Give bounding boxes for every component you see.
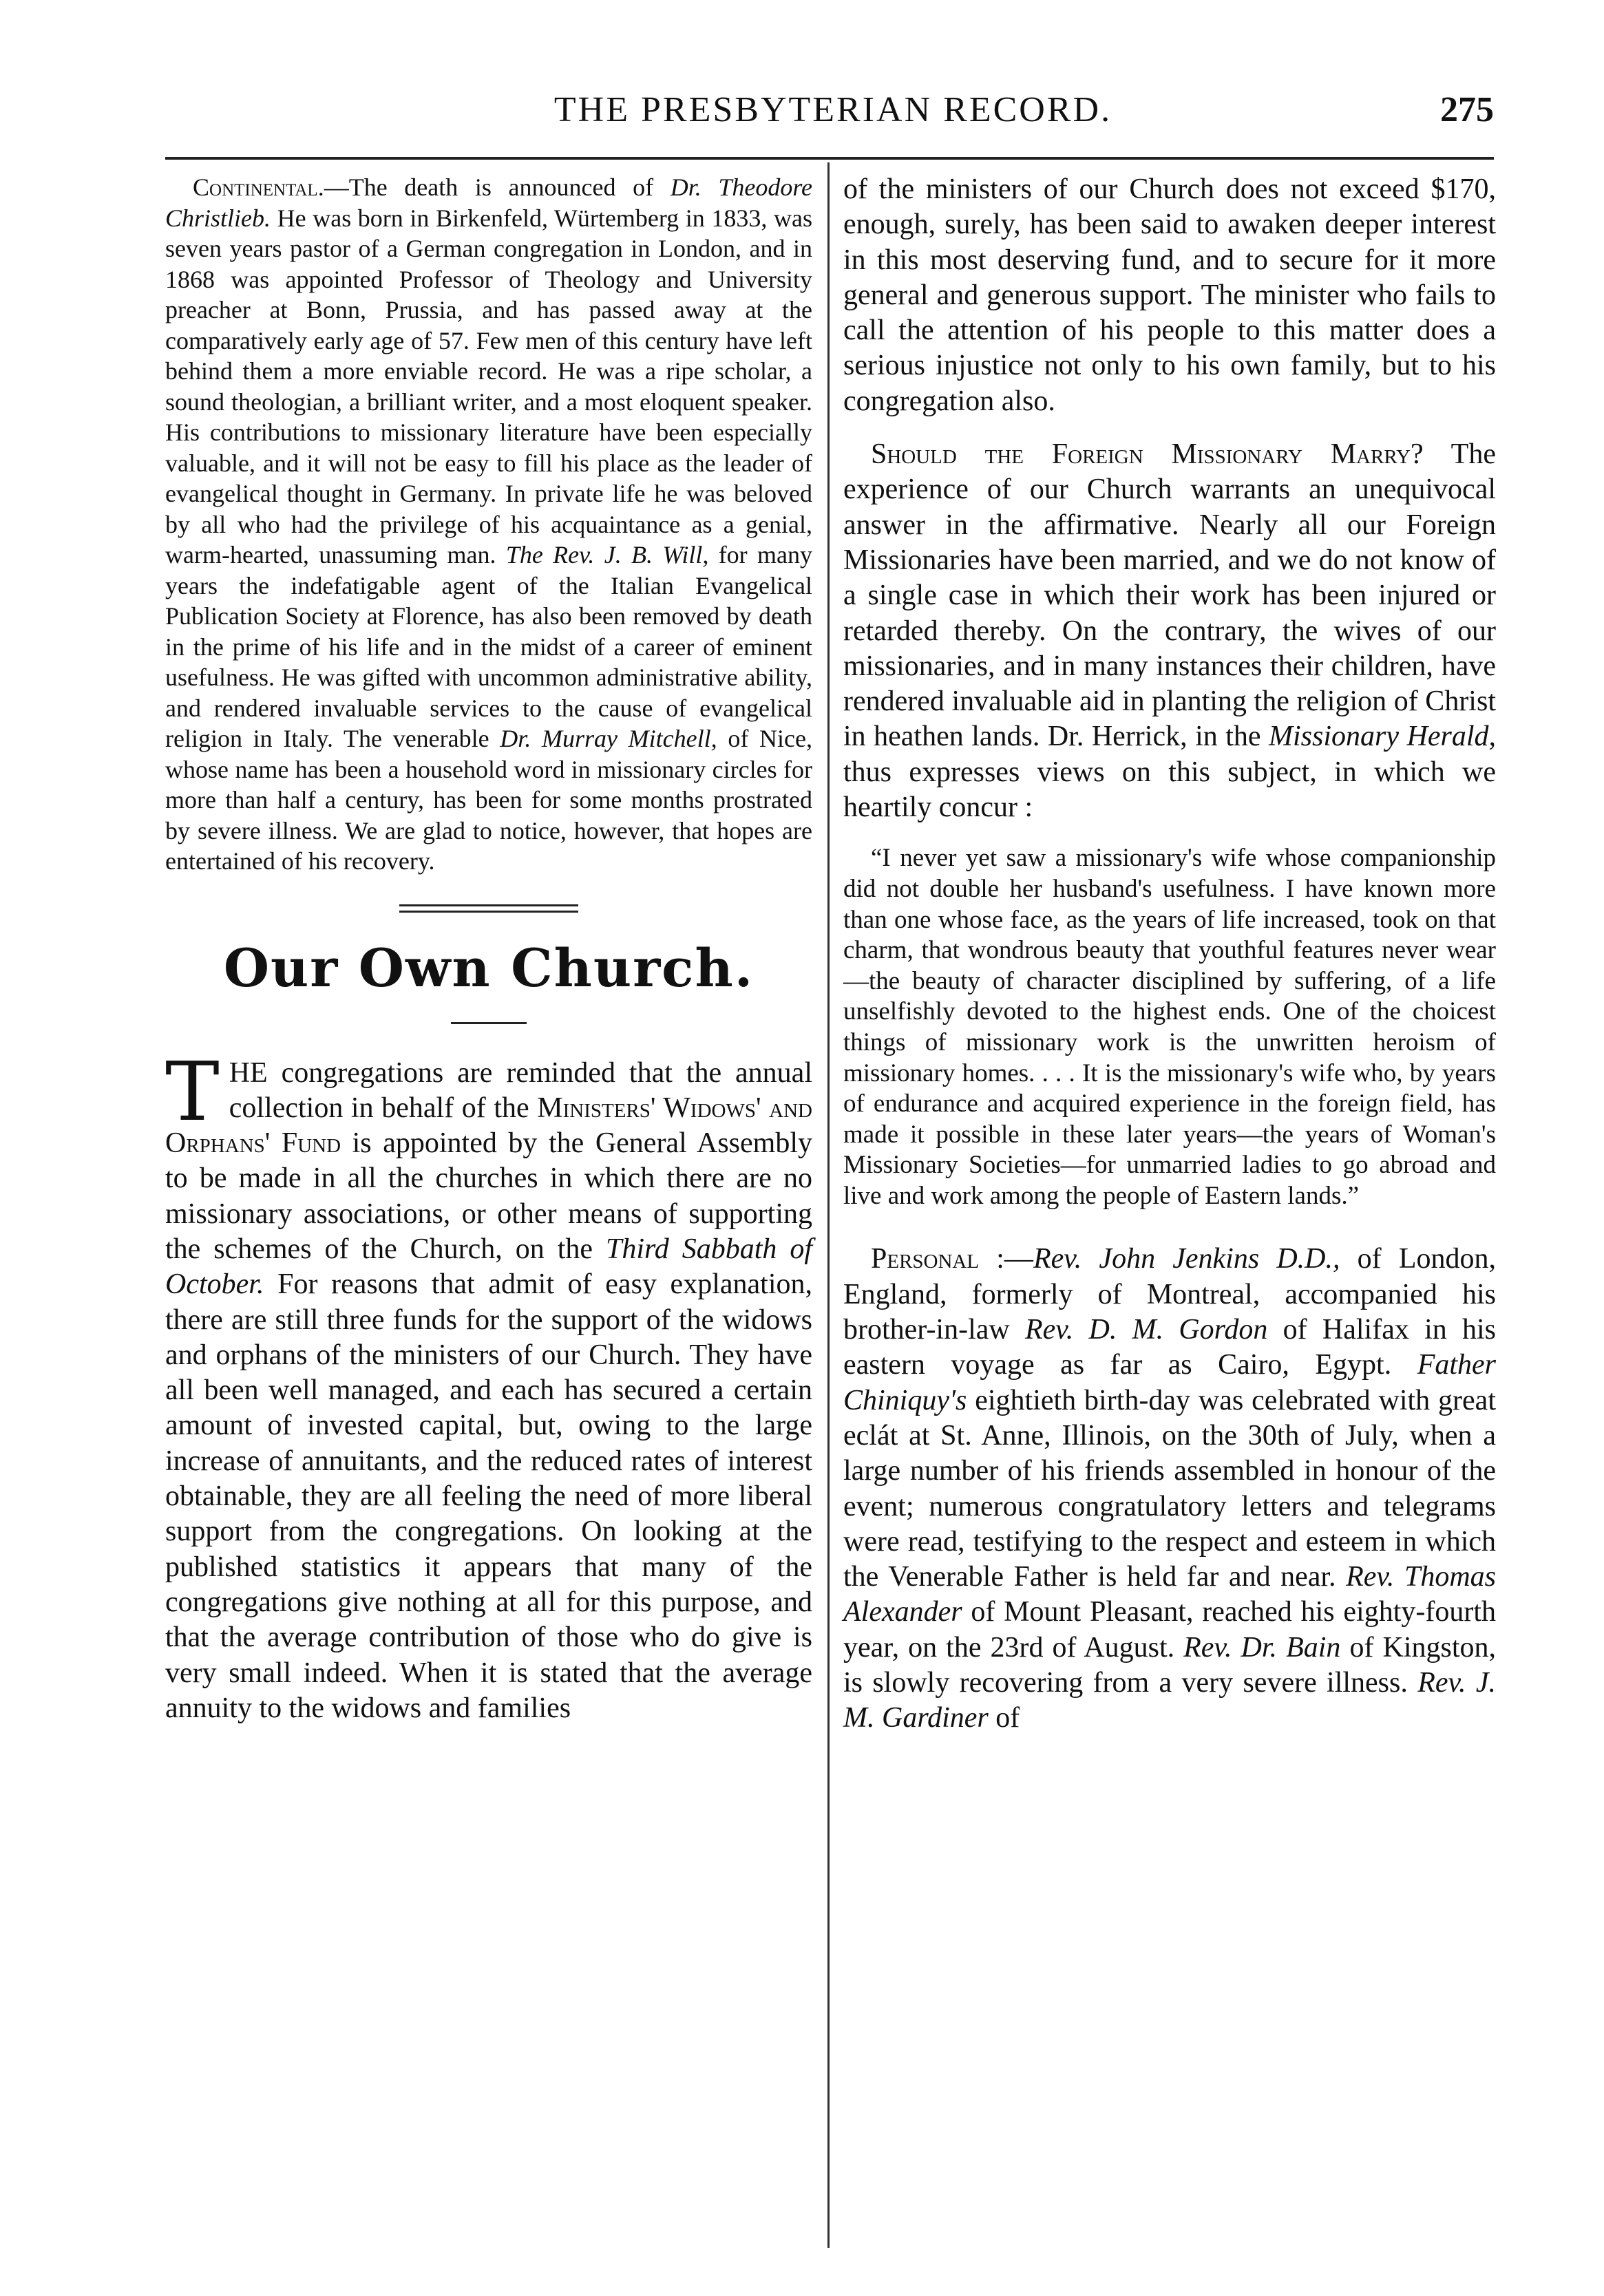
column-divider <box>827 162 830 2248</box>
name-gordon: Rev. D. M. Gordon <box>1024 1314 1268 1346</box>
personal-text-1: of London, England, formerly of Montreal, accompanied his brother-in-law <box>843 1243 1496 1346</box>
missionary-lead: Should the Foreign Missionary Marry? <box>871 438 1424 471</box>
paragraph-gap <box>843 419 1496 437</box>
missionary-paragraph <box>843 437 1496 825</box>
page-header <box>165 89 1494 145</box>
personal-text-6: of <box>988 1702 1020 1734</box>
herrick-quote: “I never yet saw a missionary's wife whose companionship did not double her husband's usefulness. I have known more than one whose face, as the years of life increased, took on that charm, that wondrous beauty that youthful features never wear—the beauty of character disciplined by suffering, of a life unselfishly devoted to the highest ends. One of the choicest things of missionary work is the unwritten heroism of missionary homes. . . . It is the missionary's wife who, by years of endurance and acquired experience in the foreign field, has made it possible in these later years—the years of Woman's Missionary Societies—for unmarried ladies to go abroad and live and work among the people of Eastern lands.” <box>843 844 1496 1210</box>
personal-paragraph <box>843 1242 1496 1736</box>
personal-lead: Personal <box>871 1243 980 1275</box>
church-text-2: is appointed by the General Assembly to be made in all the churches in which there are no missionary associations, or other means of supporting the schemes of the Church, on the <box>165 1127 812 1265</box>
continental-text-1: —The death is announced of <box>324 173 671 201</box>
fund-name: Ministers' Widows' and Orphans' Fund <box>165 1092 812 1160</box>
church-text-1: HE congregations are reminded that the annual collection in behalf of the <box>229 1056 812 1124</box>
continental-text-4: of Nice, whose name has been a household word in missionary circles for more than half a century, has been for some months prostrated by severe illness. We are glad to notice, however, that hopes are entertained of his recovery. <box>165 725 812 875</box>
page-number: 275 <box>1440 90 1494 129</box>
continental-lead: Continental. <box>193 173 324 201</box>
header-rule <box>165 157 1494 160</box>
collection-date: Third Sabbath of October. <box>165 1233 813 1301</box>
personal-text-5: of Kingston, is slowly recovering from a very severe illness. <box>843 1631 1497 1699</box>
section-title: Our Own Church. <box>223 937 754 999</box>
missionary-text-1: The experience of our Church warrants an unequivocal answer in the affirmative. Nearly all our Foreign Missionaries have been married, and we do not know of a single case in which their work has been injured or retarded thereby. On the contrary, the wives of our missionaries, and in many instances their children, have rendered invaluable aid in planting the religion of Christ in heathen lands. Dr. Herrick, in the <box>843 438 1496 753</box>
personal-text-4: of Mount Pleasant, reached his eighty-fourth year, on the 23rd of August. <box>843 1596 1496 1663</box>
missionary-herald: Missionary Herald, <box>1269 721 1496 753</box>
name-mitchell: Dr. Murray Mitchell, <box>500 725 717 752</box>
right-column <box>843 172 1496 1736</box>
personal-text-2: of Halifax in his eastern voyage as far as Cairo, Egypt. <box>843 1314 1496 1381</box>
name-gardiner: Rev. J. M. Gardiner <box>843 1667 1496 1734</box>
section-separator-double <box>399 904 578 913</box>
name-alexander: Rev. Thomas Alexander <box>843 1561 1497 1628</box>
paragraph-gap <box>843 1211 1496 1242</box>
missionary-text-2: thus expresses views on this subject, in which we heartily concur : <box>843 756 1496 824</box>
name-will: The Rev. J. B. Will, <box>505 541 709 568</box>
name-christlieb: Dr. Theodore Christlieb. <box>165 173 812 232</box>
running-title: THE PRESBYTERIAN RECORD. <box>553 90 1112 129</box>
church-text-3: For reasons that admit of easy explanation, there are still three funds for the support of the widows and orphans of the ministers of our Church. They have all been well managed, and each has secured a certain amount of invested capital, but, owing to the large increase of annuitants, and the reduced rates of interest obtainable, they are all feeling the need of more liberal support from the congregations. On looking at the published statistics it appears that many of the congregations give nothing at all for this purpose, and that the average contribution of those who do give is very small indeed. When it is stated that the average annuity to the widows and families <box>165 1268 812 1724</box>
fund-continuation-paragraph: of the ministers of our Church does not exceed $170, enough, surely, has been said to awaken deeper interest in this most deserving fund, and to secure for it more general and generous support. The minister who fails to call the attention of his people to this matter does a serious injustice not only to his own family, but to his congregation also. <box>843 173 1496 417</box>
paragraph-gap <box>843 825 1496 843</box>
drop-cap: T <box>165 1043 220 1139</box>
personal-text-0: :— <box>979 1243 1033 1275</box>
church-paragraph <box>165 1043 813 1727</box>
left-column <box>165 172 812 1726</box>
name-jenkins: Rev. John Jenkins D.D., <box>1033 1243 1340 1275</box>
name-chiniquy: Father Chiniquy's <box>843 1349 1496 1416</box>
section-separator-short <box>451 1022 527 1024</box>
personal-text-3: eightieth birth-day was celebrated with great eclát at St. Anne, Illinois, on the 30th of July, when a large number of his friends assembled in honour of the event; numerous congratulatory letters and telegrams were read, testifying to the respect and esteem in which the Venerable Father is held far and near. <box>843 1384 1496 1593</box>
continental-text-2: He was born in Birkenfeld, Würtemberg in 1833, was seven years pastor of a German congregation in London, and in 1868 was appointed Professor of Theology and University preacher at Bonn, Prussia, and has passed away at the comparatively early age of 57. Few men of this century have left behind them a more enviable record. He was a ripe scholar, a sound theologian, a brilliant writer, and a most eloquent speaker. His contributions to missionary literature have been especially valuable, and it will not be easy to fill his place as the leader of evangelical thought in Germany. In private life he was beloved by all who had the privilege of his acquaintance as a genial, warm-hearted, unassuming man. <box>165 204 812 568</box>
name-bain: Rev. Dr. Bain <box>1183 1631 1341 1663</box>
continental-paragraph <box>165 172 812 877</box>
continental-text-3: for many years the indefatigable agent of the Italian Evangelical Publication Society at Florence, has also been removed by death in the prime of his life and in the midst of a career of eminent usefulness. He was gifted with uncommon administrative ability, and rendered invaluable services to the cause of evangelical religion in Italy. The venerable <box>165 541 812 752</box>
